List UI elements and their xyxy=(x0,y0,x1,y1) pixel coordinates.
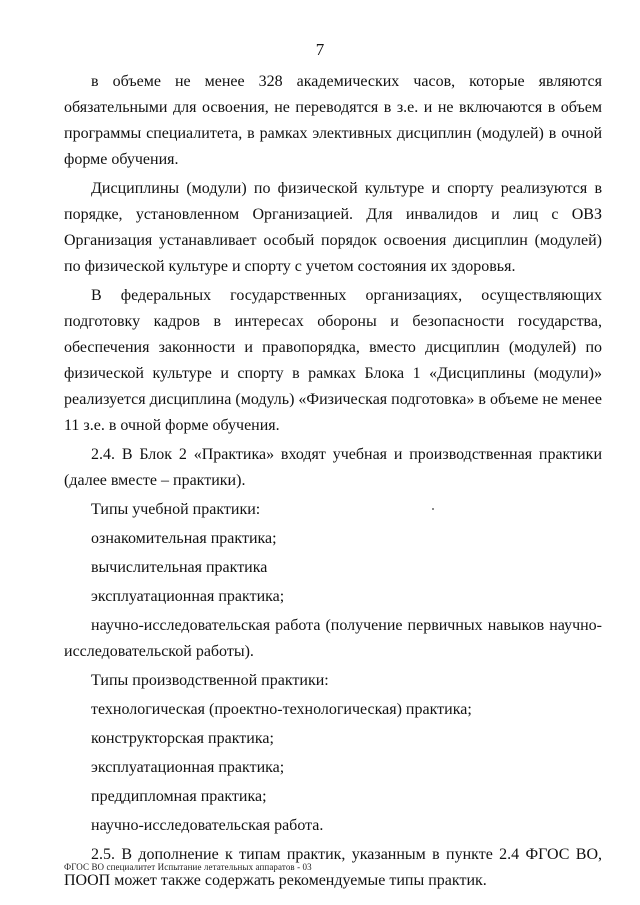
paragraph-section-2-5: 2.5. В дополнение к типам практик, указанным в пункте 2.4 ФГОС ВО, ПООП может также содержать рекомендуемые типы практик. xyxy=(64,846,602,889)
scan-speck xyxy=(432,508,434,510)
training-practice-item: научно-исследовательская работа (получение первичных навыков научно-исследовательской работы). xyxy=(64,617,602,660)
production-practice-item: технологическая (проектно-технологическая) практика; xyxy=(91,701,472,718)
training-practice-item: эксплуатационная практика; xyxy=(91,588,285,605)
page-footer: ФГОС ВО специалитет Испытание летательных аппаратов - 03 xyxy=(64,862,312,872)
paragraph-1: в объеме не менее 328 академических часов, которые являются обязательными для освоения, не переводятся в з.е. и не включаются в объем программы специалитета, в рамках элективных дисциплин (модулей) в очной форме обучения. xyxy=(64,73,602,168)
production-practice-item: научно-исследовательская работа. xyxy=(91,817,324,834)
paragraph-2: Дисциплины (модули) по физической культуре и спорту реализуются в порядке, установленном Организацией. Для инвалидов и лиц с ОВЗ Организация устанавливает особый порядок освоения дисциплин (модулей) по физической культуре и спорту с учетом состояния их здоровья. xyxy=(64,180,602,275)
paragraph-3: В федеральных государственных организациях, осуществляющих подготовку кадров в интересах обороны и безопасности государства, обеспечения законности и правопорядка, вместо дисциплин (модулей) по физической культуре и спорту в рамках Блока 1 «Дисциплины (модули)» реализуется дисциплина (модуль) «Физическая подготовка» в объеме не менее 11 з.е. в очной форме обучения. xyxy=(64,287,602,434)
page-number: 7 xyxy=(315,40,325,59)
document-body xyxy=(64,69,602,894)
production-practice-item: эксплуатационная практика; xyxy=(91,759,285,776)
production-practice-item: конструкторская практика; xyxy=(91,730,274,747)
production-practice-item: преддипломная практика; xyxy=(91,788,267,805)
training-practice-item: ознакомительная практика; xyxy=(91,530,277,547)
training-practice-heading: Типы учебной практики: xyxy=(91,501,261,518)
production-practice-heading: Типы производственной практики: xyxy=(91,672,329,689)
paragraph-section-2-4: 2.4. В Блок 2 «Практика» входят учебная и производственная практики (далее вместе – практики). xyxy=(64,446,602,489)
training-practice-item: вычислительная практика xyxy=(91,559,268,576)
